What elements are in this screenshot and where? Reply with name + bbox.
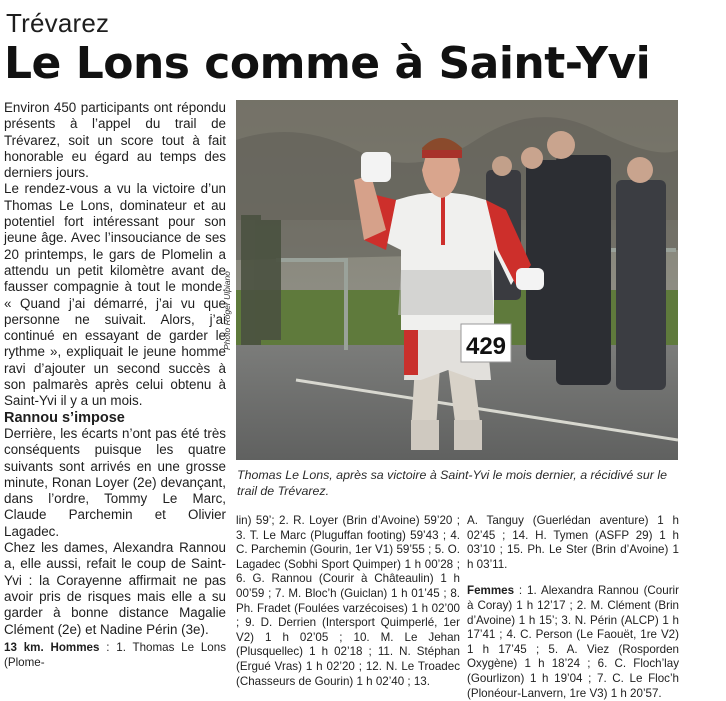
article-headline: Le Lons comme à Saint-Yvi — [4, 38, 651, 89]
results-women-label: Femmes — [467, 584, 515, 598]
photo-caption: Thomas Le Lons, après sa victoire à Saint-Yvi le mois dernier, a récidivé sur le trail de Trévarez. — [237, 468, 667, 498]
results-men-end: A. Tanguy (Guerlédan aventure) 1 h 02’45 ; 14. H. Tymen (ASFP 29) 1 h 03’10 ; 15. Ph. Le Ster (Brin d’Avoine) 1 h 03’11. — [467, 514, 679, 571]
results-women-text: : 1. Alexandra Rannou (Courir à Coray) 1 h 12’17 ; 2. M. Clément (Brin d’Avoine) 1 h 15’; 3. N. Périn (ALCP) 1 h 17’41 ; 4. C. Person (Le Faouët, 1re V2) 1 h 17’45 ; 5. A. Viez (Rosporden Oxygène) 1 h 18’24 ; 6. C. Floch’lay (Gourlizon) 1 h 19’04 ; 7. C. Le Floc’h (Plonéour-Lanvern, 1re V3) 1 h 20’57. — [467, 584, 679, 700]
results-men-text: : 1. Thomas Le Lons (Plome- — [4, 641, 226, 669]
article-left-column — [4, 100, 226, 638]
subheading: Rannou s’impose — [4, 409, 125, 426]
body-paragraph: Le rendez-vous a vu la victoire d’un Thomas Le Lons, dominateur et au potentiel fort intéressant pour son jeune âge. Avec l’insouciance de ses 20 printemps, le gars de Plomelin a attendu un petit kilomètre avant de fausser compagnie à tout le monde. « Quand j’ai démarré, j’ai vu que personne ne suivait. Alors, j’ai continué en essayant de garder le rythme », expliquait le jeune homme ravi d’ajouter un second succès à son palmarès après celui obtenu à Saint-Yvi il y a un mois. — [4, 181, 226, 409]
body-paragraph: Chez les dames, Alexandra Rannou a, elle aussi, refait le coup de Saint-Yvi : la Corayenne affirmait ne pas avoir pris de risques mais elle a su garder à bonne distance Magalie Clément (2e) et Nadine Périn (3e). — [4, 540, 226, 637]
results-men-continued: lin) 59’; 2. R. Loyer (Brin d’Avoine) 59’20 ; 3. T. Le Marc (Pluguffan footing) 59’43 ; 4. C. Parchemin (Gourin, 1er V1) 59’55 ; 5. O. Lagadec (Sobhi Sport Quimper) 1 h 00’28 ; 6. G. Rannou (Courir à Châteaulin) 1 h 00’59 ; 7. M. Bloc’h (Guiclan) 1 h 01’45 ; 8. Ph. Fradet (Foulées varzécoises) 1 h 02’00 ; 9. D. Derrien (Intersport Quimperlé, 1er V2) 1 h 02’05 ; 10. M. Le Jehan (Plusquellec) 1 h 02’18 ; 11. N. Stéphan (Ergué Vras) 1 h 02’20 ; 12. N. Le Troadec (Chasseurs de Gourin) 1 h 02’40 ; 13. — [236, 514, 460, 688]
results-men-start — [4, 641, 226, 670]
section-kicker: Trévarez — [6, 8, 110, 38]
runner-illustration — [236, 100, 678, 460]
intro-paragraph: Environ 450 participants ont répondu présents à l’appel du trail de Trévarez, soit un score tout à fait honorable eu égard au temps des derniers jours. — [4, 100, 226, 181]
results-men-label: 13 km. Hommes — [4, 641, 100, 654]
results-column-2 — [236, 514, 460, 689]
bib-number: 429 — [465, 333, 507, 360]
results-column-3 — [467, 514, 679, 701]
race-photo — [236, 100, 678, 460]
body-paragraph: Derrière, les écarts n’ont pas été très conséquents puisque les quatre suivants sont arrivés en une grosse minute, Ronan Loyer (2e) devançant, dans l’ordre, Tommy Le Marc, Claude Parchemin et Olivier Lagadec. — [4, 425, 226, 539]
photo-credit: Photo Roger Ulpiano — [222, 271, 232, 350]
